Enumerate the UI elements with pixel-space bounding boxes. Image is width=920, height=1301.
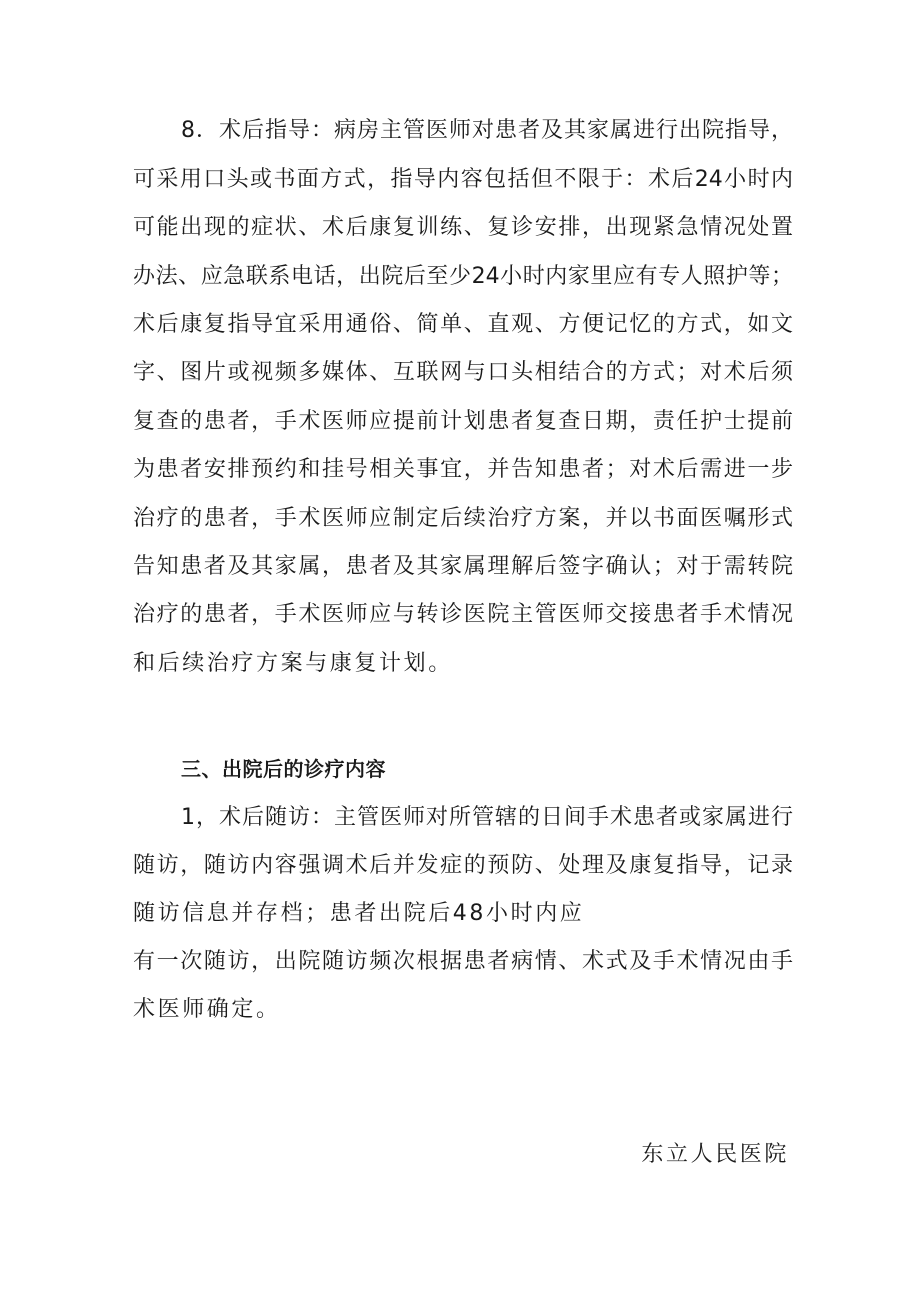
text-line: 可能出现的症状、术后康复训练、复诊安排，出现紧急情况处置 — [133, 215, 793, 240]
text-line: 可采用口头或书面方式，指导内容包括但不限于：术后24小时内 — [133, 167, 793, 192]
text-line: 术医师确定。 — [133, 997, 281, 1022]
hospital-signature: 东立人民医院 — [641, 1142, 789, 1167]
text-line: 字、图片或视频多媒体、互联网与口头相结合的方式；对术后须 — [133, 360, 793, 385]
text-line: 随访信息并存档；患者出院后48小时内应 — [133, 901, 585, 926]
text-line: 为患者安排预约和挂号相关事宜，并告知患者；对术后需进一步 — [133, 457, 793, 482]
text-line: 复查的患者，手术医师应提前计划患者复查日期，责任护士提前 — [133, 409, 793, 434]
section-heading: 三、出院后的诊疗内容 — [181, 757, 386, 781]
text-line: 术后康复指导宜采用通俗、简单、直观、方便记忆的方式，如文 — [133, 312, 793, 337]
text-line: 治疗的患者，手术医师应与转诊医院主管医师交接患者手术情况 — [133, 602, 793, 627]
text-line: 告知患者及其家属，患者及其家属理解后签字确认；对于需转院 — [133, 554, 793, 579]
text-line: 和后续治疗方案与康复计划。 — [133, 651, 453, 676]
text-line: 办法、应急联系电话，出院后至少24小时内家里应有专人照护等； — [133, 264, 793, 289]
text-line: 治疗的患者，手术医师应制定后续治疗方案，并以书面医嘱形式 — [133, 506, 793, 531]
text-line: 有一次随访，出院随访频次根据患者病情、术式及手术情况由手 — [133, 949, 793, 974]
text-line: 1，术后随访：主管医师对所管辖的日间手术患者或家属进行 — [181, 805, 793, 830]
text-line: 随访，随访内容强调术后并发症的预防、处理及康复指导，记录 — [133, 853, 793, 878]
text-line: 8．术后指导：病房主管医师对患者及其家属进行出院指导， — [181, 118, 793, 143]
